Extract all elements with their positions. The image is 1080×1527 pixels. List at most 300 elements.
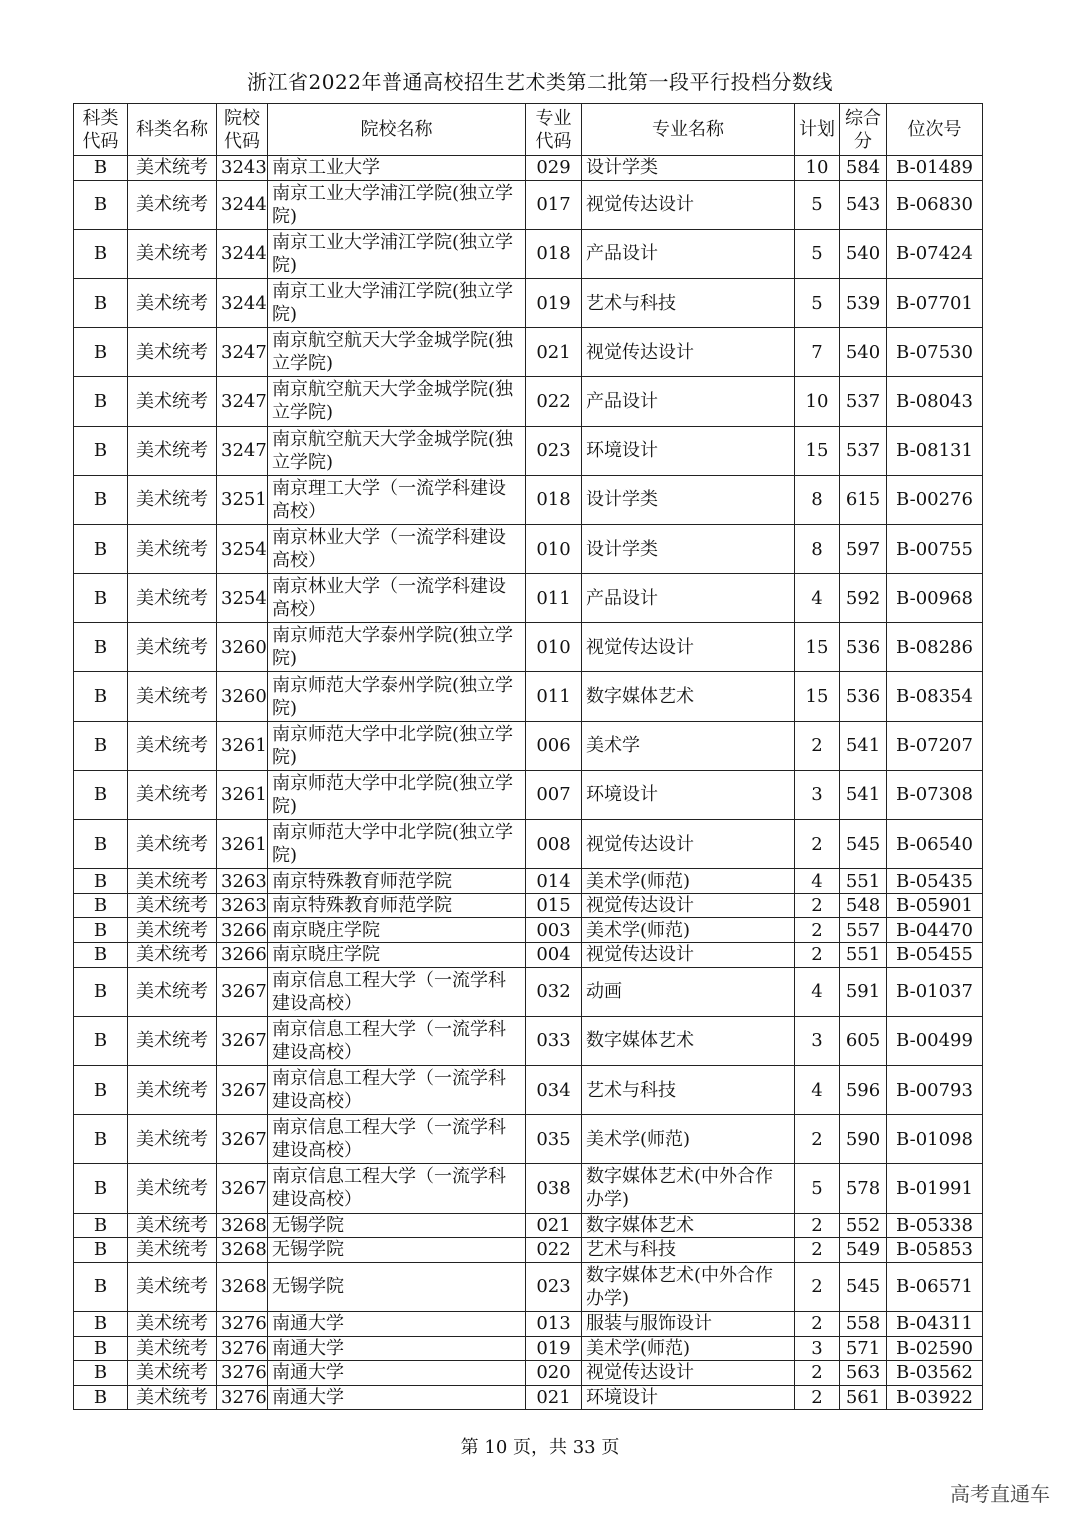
- category-code-cell: B: [74, 893, 128, 918]
- school-name-cell: 南京师范大学中北学院(独立学院): [268, 820, 526, 869]
- major-code-cell: 018: [526, 229, 582, 278]
- category-code-cell: B: [74, 1065, 128, 1114]
- major-name-cell: 数字媒体艺术: [582, 1213, 795, 1238]
- plan-cell: 15: [795, 672, 840, 721]
- category-name-cell: 美术统考: [128, 1361, 217, 1386]
- plan-cell: 4: [795, 967, 840, 1016]
- table-row: [74, 1238, 983, 1263]
- category-code-cell: B: [74, 820, 128, 869]
- school-code-cell: 3247: [217, 426, 268, 475]
- major-name-cell: 视觉传达设计: [582, 623, 795, 672]
- category-name-cell: 美术统考: [128, 721, 217, 770]
- major-name-cell: 数字媒体艺术(中外合作办学): [582, 1262, 795, 1311]
- plan-cell: 2: [795, 893, 840, 918]
- school-name-cell: 南京航空航天大学金城学院(独立学院): [268, 328, 526, 377]
- table-row: [74, 721, 983, 770]
- category-name-cell: 美术统考: [128, 893, 217, 918]
- category-code-cell: B: [74, 943, 128, 968]
- category-name-cell: 美术统考: [128, 180, 217, 229]
- school-code-cell: 3244: [217, 278, 268, 327]
- major-name-cell: 美术学(师范): [582, 1115, 795, 1164]
- category-name-cell: 美术统考: [128, 918, 217, 943]
- category-code-cell: B: [74, 1016, 128, 1065]
- rank-cell: B-05901: [887, 893, 983, 918]
- major-code-cell: 023: [526, 426, 582, 475]
- school-name-cell: 南通大学: [268, 1385, 526, 1410]
- category-name-cell: 美术统考: [128, 574, 217, 623]
- rank-cell: B-00793: [887, 1065, 983, 1114]
- score-cell: 541: [840, 770, 887, 819]
- table-header: [74, 104, 983, 156]
- school-name-cell: 南京林业大学（一流学科建设高校）: [268, 574, 526, 623]
- table-row: [74, 377, 983, 426]
- score-cell: 537: [840, 377, 887, 426]
- category-code-cell: B: [74, 1361, 128, 1386]
- major-code-cell: 006: [526, 721, 582, 770]
- major-name-cell: 视觉传达设计: [582, 328, 795, 377]
- major-name-cell: 美术学(师范): [582, 869, 795, 894]
- school-code-cell: 3267: [217, 1164, 268, 1213]
- school-code-cell: 3251: [217, 475, 268, 524]
- plan-cell: 2: [795, 1115, 840, 1164]
- category-name-cell: 美术统考: [128, 278, 217, 327]
- category-code-cell: B: [74, 967, 128, 1016]
- category-code-cell: B: [74, 918, 128, 943]
- rank-cell: B-05338: [887, 1213, 983, 1238]
- category-code-cell: B: [74, 1311, 128, 1336]
- rank-cell: B-01037: [887, 967, 983, 1016]
- score-cell: 591: [840, 967, 887, 1016]
- major-name-cell: 艺术与科技: [582, 1238, 795, 1263]
- category-code-cell: B: [74, 770, 128, 819]
- plan-cell: 15: [795, 623, 840, 672]
- school-code-cell: 3276: [217, 1311, 268, 1336]
- category-name-cell: 美术统考: [128, 475, 217, 524]
- table-body: [74, 156, 983, 1410]
- col-score-header: 综合分: [840, 104, 887, 156]
- school-name-cell: 南通大学: [268, 1311, 526, 1336]
- plan-cell: 2: [795, 1213, 840, 1238]
- score-cell: 597: [840, 524, 887, 573]
- major-name-cell: 环境设计: [582, 770, 795, 819]
- category-code-cell: B: [74, 1385, 128, 1410]
- table-row: [74, 967, 983, 1016]
- table-row: [74, 475, 983, 524]
- category-name-cell: 美术统考: [128, 1238, 217, 1263]
- school-code-cell: 3267: [217, 1065, 268, 1114]
- table-row: [74, 524, 983, 573]
- school-name-cell: 南京理工大学（一流学科建设高校）: [268, 475, 526, 524]
- plan-cell: 3: [795, 1336, 840, 1361]
- school-code-cell: 3266: [217, 918, 268, 943]
- table-row: [74, 1385, 983, 1410]
- category-code-cell: B: [74, 180, 128, 229]
- major-code-cell: 021: [526, 328, 582, 377]
- rank-cell: B-08354: [887, 672, 983, 721]
- major-name-cell: 产品设计: [582, 229, 795, 278]
- major-code-cell: 010: [526, 623, 582, 672]
- category-name-cell: 美术统考: [128, 1213, 217, 1238]
- plan-cell: 15: [795, 426, 840, 475]
- table-row: [74, 1115, 983, 1164]
- rank-cell: B-07207: [887, 721, 983, 770]
- rank-cell: B-05853: [887, 1238, 983, 1263]
- col-major-name-header: 专业名称: [582, 104, 795, 156]
- plan-cell: 2: [795, 1385, 840, 1410]
- plan-cell: 2: [795, 1238, 840, 1263]
- plan-cell: 7: [795, 328, 840, 377]
- score-cell: 558: [840, 1311, 887, 1336]
- category-code-cell: B: [74, 278, 128, 327]
- major-code-cell: 019: [526, 1336, 582, 1361]
- category-code-cell: B: [74, 623, 128, 672]
- major-code-cell: 019: [526, 278, 582, 327]
- school-code-cell: 3254: [217, 524, 268, 573]
- school-name-cell: 南京工业大学浦江学院(独立学院): [268, 180, 526, 229]
- category-name-cell: 美术统考: [128, 770, 217, 819]
- page-title: 浙江省2022年普通高校招生艺术类第二批第一段平行投档分数线: [247, 70, 833, 94]
- school-code-cell: 3267: [217, 1016, 268, 1065]
- category-name-cell: 美术统考: [128, 1385, 217, 1410]
- score-cell: 548: [840, 893, 887, 918]
- category-code-cell: B: [74, 1213, 128, 1238]
- major-name-cell: 环境设计: [582, 1385, 795, 1410]
- score-cell: 545: [840, 820, 887, 869]
- school-code-cell: 3254: [217, 574, 268, 623]
- major-code-cell: 004: [526, 943, 582, 968]
- score-cell: 541: [840, 721, 887, 770]
- school-code-cell: 3276: [217, 1385, 268, 1410]
- table-row: [74, 156, 983, 181]
- score-table: [73, 103, 983, 1410]
- table-row: [74, 278, 983, 327]
- score-cell: 557: [840, 918, 887, 943]
- col-rank-header: 位次号: [887, 104, 983, 156]
- school-name-cell: 南京特殊教育师范学院: [268, 869, 526, 894]
- school-code-cell: 3261: [217, 820, 268, 869]
- school-code-cell: 3243: [217, 156, 268, 181]
- rank-cell: B-00276: [887, 475, 983, 524]
- rank-cell: B-00755: [887, 524, 983, 573]
- school-code-cell: 3276: [217, 1336, 268, 1361]
- plan-cell: 2: [795, 721, 840, 770]
- col-school-code-header: 院校代码: [217, 104, 268, 156]
- major-code-cell: 022: [526, 377, 582, 426]
- school-code-cell: 3261: [217, 770, 268, 819]
- table-row: [74, 180, 983, 229]
- rank-cell: B-07308: [887, 770, 983, 819]
- school-name-cell: 南京林业大学（一流学科建设高校）: [268, 524, 526, 573]
- major-name-cell: 视觉传达设计: [582, 180, 795, 229]
- rank-cell: B-00968: [887, 574, 983, 623]
- rank-cell: B-08043: [887, 377, 983, 426]
- school-name-cell: 无锡学院: [268, 1213, 526, 1238]
- plan-cell: 2: [795, 918, 840, 943]
- major-code-cell: 038: [526, 1164, 582, 1213]
- school-name-cell: 南京工业大学浦江学院(独立学院): [268, 229, 526, 278]
- school-code-cell: 3260: [217, 623, 268, 672]
- school-code-cell: 3263: [217, 869, 268, 894]
- rank-cell: B-01098: [887, 1115, 983, 1164]
- school-name-cell: 南京特殊教育师范学院: [268, 893, 526, 918]
- category-code-cell: B: [74, 377, 128, 426]
- score-cell: 537: [840, 426, 887, 475]
- school-code-cell: 3247: [217, 328, 268, 377]
- score-cell: 539: [840, 278, 887, 327]
- major-code-cell: 021: [526, 1213, 582, 1238]
- score-cell: 605: [840, 1016, 887, 1065]
- score-cell: 536: [840, 672, 887, 721]
- major-code-cell: 020: [526, 1361, 582, 1386]
- plan-cell: 8: [795, 524, 840, 573]
- table-row: [74, 893, 983, 918]
- rank-cell: B-06571: [887, 1262, 983, 1311]
- major-name-cell: 视觉传达设计: [582, 943, 795, 968]
- plan-cell: 2: [795, 943, 840, 968]
- major-code-cell: 014: [526, 869, 582, 894]
- score-cell: 592: [840, 574, 887, 623]
- major-name-cell: 环境设计: [582, 426, 795, 475]
- category-name-cell: 美术统考: [128, 967, 217, 1016]
- table-row: [74, 328, 983, 377]
- category-name-cell: 美术统考: [128, 377, 217, 426]
- category-code-cell: B: [74, 869, 128, 894]
- major-code-cell: 007: [526, 770, 582, 819]
- rank-cell: B-08286: [887, 623, 983, 672]
- major-code-cell: 011: [526, 574, 582, 623]
- plan-cell: 10: [795, 377, 840, 426]
- col-plan-header: 计划: [795, 104, 840, 156]
- major-name-cell: 艺术与科技: [582, 278, 795, 327]
- major-name-cell: 服装与服饰设计: [582, 1311, 795, 1336]
- category-code-cell: B: [74, 426, 128, 475]
- school-name-cell: 南京航空航天大学金城学院(独立学院): [268, 426, 526, 475]
- category-name-cell: 美术统考: [128, 426, 217, 475]
- plan-cell: 2: [795, 1361, 840, 1386]
- school-code-cell: 3276: [217, 1361, 268, 1386]
- school-name-cell: 南京师范大学泰州学院(独立学院): [268, 672, 526, 721]
- category-name-cell: 美术统考: [128, 820, 217, 869]
- table-row: [74, 820, 983, 869]
- category-name-cell: 美术统考: [128, 672, 217, 721]
- category-code-cell: B: [74, 1164, 128, 1213]
- category-code-cell: B: [74, 1336, 128, 1361]
- table-row: [74, 229, 983, 278]
- school-code-cell: 3267: [217, 967, 268, 1016]
- table-row: [74, 1065, 983, 1114]
- category-code-cell: B: [74, 328, 128, 377]
- category-name-cell: 美术统考: [128, 1262, 217, 1311]
- school-code-cell: 3268: [217, 1213, 268, 1238]
- category-name-cell: 美术统考: [128, 1016, 217, 1065]
- major-name-cell: 产品设计: [582, 377, 795, 426]
- plan-cell: 5: [795, 1164, 840, 1213]
- score-cell: 615: [840, 475, 887, 524]
- school-name-cell: 南京信息工程大学（一流学科建设高校）: [268, 1065, 526, 1114]
- table-row: [74, 1361, 983, 1386]
- school-name-cell: 南通大学: [268, 1336, 526, 1361]
- score-cell: 551: [840, 869, 887, 894]
- major-name-cell: 设计学类: [582, 524, 795, 573]
- category-code-cell: B: [74, 1262, 128, 1311]
- major-code-cell: 015: [526, 893, 582, 918]
- table-row: [74, 918, 983, 943]
- category-name-cell: 美术统考: [128, 229, 217, 278]
- major-name-cell: 数字媒体艺术: [582, 1016, 795, 1065]
- plan-cell: 5: [795, 229, 840, 278]
- plan-cell: 5: [795, 278, 840, 327]
- category-name-cell: 美术统考: [128, 156, 217, 181]
- major-code-cell: 029: [526, 156, 582, 181]
- school-name-cell: 南京工业大学: [268, 156, 526, 181]
- major-code-cell: 003: [526, 918, 582, 943]
- col-category-name-header: 科类名称: [128, 104, 217, 156]
- major-name-cell: 美术学(师范): [582, 1336, 795, 1361]
- school-name-cell: 南京晓庄学院: [268, 943, 526, 968]
- table-row: [74, 1164, 983, 1213]
- major-code-cell: 008: [526, 820, 582, 869]
- rank-cell: B-01489: [887, 156, 983, 181]
- major-name-cell: 动画: [582, 967, 795, 1016]
- score-cell: 590: [840, 1115, 887, 1164]
- school-code-cell: 3261: [217, 721, 268, 770]
- table-row: [74, 672, 983, 721]
- table-row: [74, 1016, 983, 1065]
- category-code-cell: B: [74, 1238, 128, 1263]
- score-cell: 543: [840, 180, 887, 229]
- category-name-cell: 美术统考: [128, 328, 217, 377]
- school-code-cell: 3244: [217, 229, 268, 278]
- plan-cell: 2: [795, 1311, 840, 1336]
- table-row: [74, 1213, 983, 1238]
- plan-cell: 2: [795, 820, 840, 869]
- category-code-cell: B: [74, 156, 128, 181]
- major-name-cell: 美术学(师范): [582, 918, 795, 943]
- school-code-cell: 3260: [217, 672, 268, 721]
- major-name-cell: 数字媒体艺术(中外合作办学): [582, 1164, 795, 1213]
- category-code-cell: B: [74, 672, 128, 721]
- school-name-cell: 南京信息工程大学（一流学科建设高校）: [268, 1164, 526, 1213]
- score-cell: 578: [840, 1164, 887, 1213]
- category-name-cell: 美术统考: [128, 524, 217, 573]
- rank-cell: B-02590: [887, 1336, 983, 1361]
- rank-cell: B-04311: [887, 1311, 983, 1336]
- major-code-cell: 013: [526, 1311, 582, 1336]
- school-name-cell: 南京信息工程大学（一流学科建设高校）: [268, 1016, 526, 1065]
- school-code-cell: 3268: [217, 1262, 268, 1311]
- table-row: [74, 623, 983, 672]
- rank-cell: B-00499: [887, 1016, 983, 1065]
- category-name-cell: 美术统考: [128, 623, 217, 672]
- school-name-cell: 南京信息工程大学（一流学科建设高校）: [268, 1115, 526, 1164]
- score-cell: 540: [840, 229, 887, 278]
- school-name-cell: 南京师范大学中北学院(独立学院): [268, 721, 526, 770]
- major-code-cell: 017: [526, 180, 582, 229]
- plan-cell: 8: [795, 475, 840, 524]
- score-cell: 549: [840, 1238, 887, 1263]
- rank-cell: B-07701: [887, 278, 983, 327]
- category-code-cell: B: [74, 229, 128, 278]
- table-row: [74, 1262, 983, 1311]
- col-school-name-header: 院校名称: [268, 104, 526, 156]
- category-code-cell: B: [74, 574, 128, 623]
- major-name-cell: 美术学: [582, 721, 795, 770]
- category-name-cell: 美术统考: [128, 1065, 217, 1114]
- school-name-cell: 南京师范大学中北学院(独立学院): [268, 770, 526, 819]
- rank-cell: B-05455: [887, 943, 983, 968]
- school-name-cell: 南京工业大学浦江学院(独立学院): [268, 278, 526, 327]
- rank-cell: B-03562: [887, 1361, 983, 1386]
- school-code-cell: 3267: [217, 1115, 268, 1164]
- major-code-cell: 035: [526, 1115, 582, 1164]
- col-major-code-header: 专业代码: [526, 104, 582, 156]
- major-code-cell: 011: [526, 672, 582, 721]
- major-name-cell: 数字媒体艺术: [582, 672, 795, 721]
- rank-cell: B-04470: [887, 918, 983, 943]
- score-cell: 596: [840, 1065, 887, 1114]
- plan-cell: 3: [795, 1016, 840, 1065]
- school-code-cell: 3244: [217, 180, 268, 229]
- rank-cell: B-07530: [887, 328, 983, 377]
- school-code-cell: 3268: [217, 1238, 268, 1263]
- major-code-cell: 034: [526, 1065, 582, 1114]
- category-code-cell: B: [74, 475, 128, 524]
- score-cell: 551: [840, 943, 887, 968]
- table-row: [74, 770, 983, 819]
- score-cell: 536: [840, 623, 887, 672]
- plan-cell: 4: [795, 1065, 840, 1114]
- rank-cell: B-03922: [887, 1385, 983, 1410]
- school-name-cell: 无锡学院: [268, 1238, 526, 1263]
- rank-cell: B-06540: [887, 820, 983, 869]
- category-code-cell: B: [74, 721, 128, 770]
- rank-cell: B-06830: [887, 180, 983, 229]
- plan-cell: 3: [795, 770, 840, 819]
- school-name-cell: 南京晓庄学院: [268, 918, 526, 943]
- major-name-cell: 设计学类: [582, 475, 795, 524]
- score-cell: 584: [840, 156, 887, 181]
- category-name-cell: 美术统考: [128, 1336, 217, 1361]
- score-cell: 552: [840, 1213, 887, 1238]
- score-cell: 540: [840, 328, 887, 377]
- major-name-cell: 设计学类: [582, 156, 795, 181]
- major-code-cell: 021: [526, 1385, 582, 1410]
- school-name-cell: 南通大学: [268, 1361, 526, 1386]
- category-name-cell: 美术统考: [128, 1311, 217, 1336]
- school-name-cell: 南京信息工程大学（一流学科建设高校）: [268, 967, 526, 1016]
- table-row: [74, 943, 983, 968]
- score-cell: 571: [840, 1336, 887, 1361]
- score-cell: 563: [840, 1361, 887, 1386]
- major-name-cell: 视觉传达设计: [582, 820, 795, 869]
- rank-cell: B-05435: [887, 869, 983, 894]
- table-row: [74, 869, 983, 894]
- page-footer: 第 10 页，共 33 页: [460, 1437, 620, 1458]
- table-row: [74, 1311, 983, 1336]
- major-name-cell: 视觉传达设计: [582, 1361, 795, 1386]
- category-name-cell: 美术统考: [128, 1115, 217, 1164]
- school-code-cell: 3266: [217, 943, 268, 968]
- major-name-cell: 产品设计: [582, 574, 795, 623]
- plan-cell: 4: [795, 869, 840, 894]
- category-name-cell: 美术统考: [128, 1164, 217, 1213]
- school-name-cell: 南京航空航天大学金城学院(独立学院): [268, 377, 526, 426]
- major-code-cell: 032: [526, 967, 582, 1016]
- category-code-cell: B: [74, 524, 128, 573]
- school-code-cell: 3263: [217, 893, 268, 918]
- school-name-cell: 无锡学院: [268, 1262, 526, 1311]
- watermark-brand: 高考直通车: [950, 1482, 1050, 1506]
